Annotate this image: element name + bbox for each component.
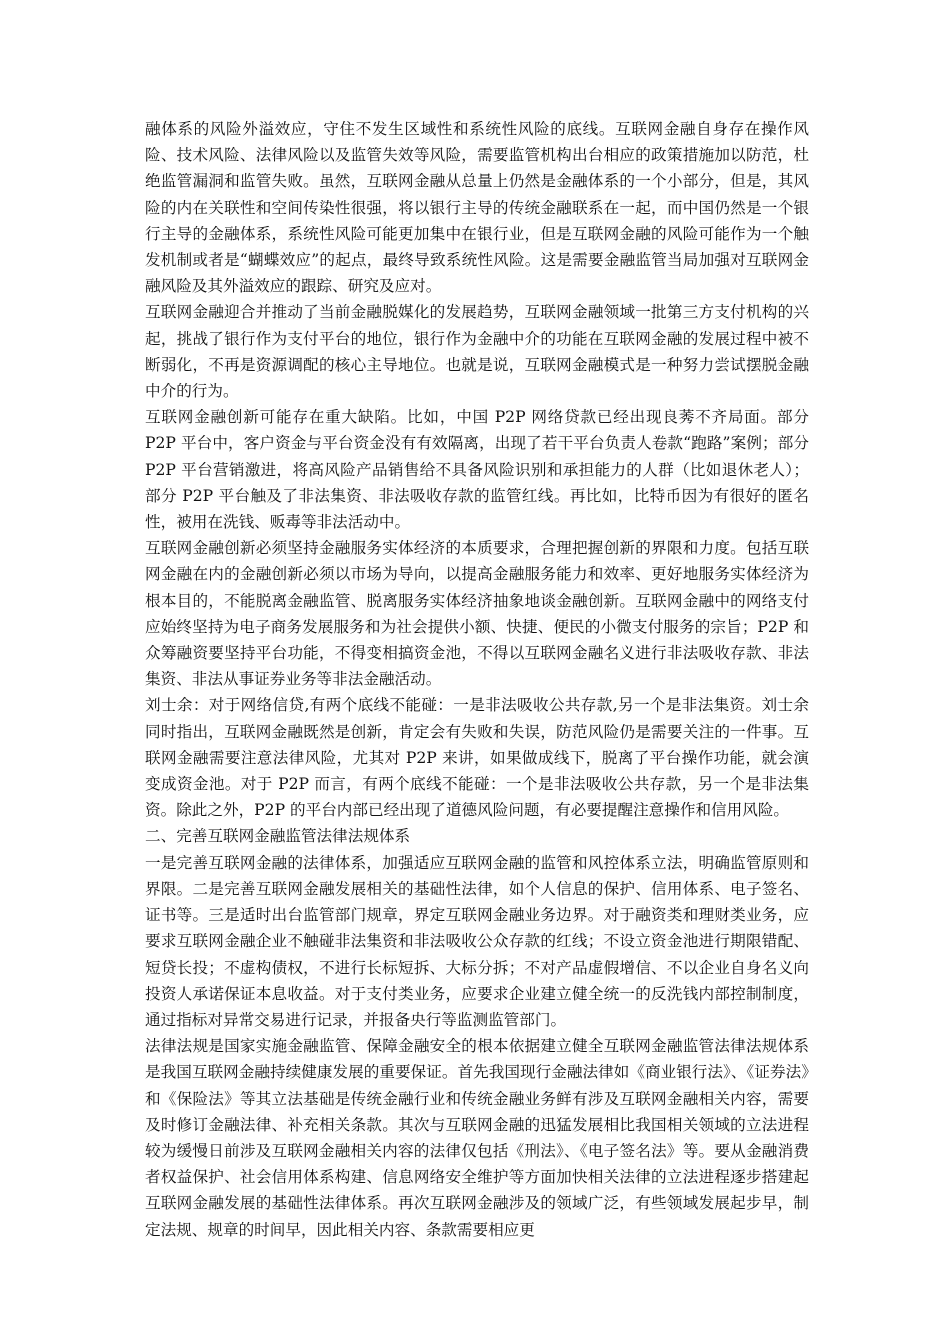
body-paragraph: 融体系的风险外溢效应，守住不发生区域性和系统性风险的底线。互联网金融自身存在操作风险、技术风险、法律风险以及监管失效等风险，需要监管机构出台相应的政策措施加以防范，杜绝监管漏洞和监管失败。虽然，互联网金融从总量上仍然是金融体系的一个小部分，但是，其风险的内在关联性和空间传染性很强，将以银行主导的传统金融联系在一起，而中国仍然是一个银行主导的金融体系，系统性风险可能更加集中在银行业，但是互联网金融的风险可能作为一个触发机制或者是“蝴蝶效应”的起点，最终导致系统性风险。这是需要金融监管当局加强对互联网金融风险及其外溢效应的跟踪、研究及应对。 — [145, 120, 809, 296]
body-paragraph: 互联网金融创新可能存在重大缺陷。比如，中国 P2P 网络贷款已经出现良莠不齐局面。部分 P2P 平台中，客户资金与平台资金没有有效隔离，出现了若干平台负责人卷款“跑路”案例；部分 P2P 平台营销激进，将高风险产品销售给不具备风险识别和承担能力的人群（比如退休老人）；部分 P2P 平台触及了非法集资、非法吸收存款的监管红线。再比如，比特币因为有很好的匿名性，被用在洗钱、贩毒等非法活动中。 — [145, 408, 809, 532]
body-paragraph: 互联网金融创新必须坚持金融服务实体经济的本质要求，合理把握创新的界限和力度。包括互联网金融在内的金融创新必须以市场为导向，以提高金融服务能力和效率、更好地服务实体经济为根本目的，不能脱离金融监管、脱离服务实体经济抽象地谈金融创新。互联网金融中的网络支付应始终坚持为电子商务发展服务和为社会提供小额、快捷、便民的小微支付服务的宗旨；P2P 和众筹融资要坚持平台功能，不得变相搞资金池，不得以互联网金融名义进行非法吸收存款、非法集资、非法从事证券业务等非法金融活动。 — [145, 539, 809, 689]
document-page — [145, 116, 809, 1243]
body-paragraph: 法律法规是国家实施金融监管、保障金融安全的根本依据建立健全互联网金融监管法律法规体系是我国互联网金融持续健康发展的重要保证。首先我国现行金融法律如《商业银行法》、《证券法》和《保险法》等其立法基础是传统金融行业和传统金融业务鲜有涉及互联网金融相关内容，需要及时修订金融法律、补充相关条款。其次与互联网金融的迅猛发展相比我国相关领域的立法进程较为缓慢日前涉及互联网金融相关内容的法律仅包括《刑法》、《电子签名法》等。要从金融消费者权益保护、社会信用体系构建、信息网络安全维护等方面加快相关法律的立法进程逐步搭建起互联网金融发展的基础性法律体系。再次互联网金融涉及的领域广泛，有些领域发展起步早，制定法规、规章的时间早，因此相关内容、条款需要相应更 — [145, 1037, 809, 1239]
body-paragraph: 一是完善互联网金融的法律体系，加强适应互联网金融的监管和风控体系立法，明确监管原则和界限。二是完善互联网金融发展相关的基础性法律，如个人信息的保护、信用体系、电子签名、证书等。三是适时出台监管部门规章，界定互联网金融业务边界。对于融资类和理财类业务，应要求互联网金融企业不触碰非法集资和非法吸收公众存款的红线；不设立资金池进行期限错配、短贷长投；不虚构债权，不进行长标短拆、大标分拆；不对产品虚假增信、不以企业自身名义向投资人承诺保证本息收益。对于支付类业务，应要求企业建立健全统一的反洗钱内部控制制度，通过指标对异常交易进行记录，并报备央行等监测监管部门。 — [145, 853, 809, 1029]
body-paragraph: 刘士余：对于网络信贷,有两个底线不能碰：一是非法吸收公共存款,另一个是非法集资。刘士余同时指出，互联网金融既然是创新，肯定会有失败和失误，防范风险仍是需要关注的一件事。互联网金融需要注意法律风险，尤其对 P2P 来讲，如果做成线下，脱离了平台操作功能，就会演变成资金池。对于 P2P 而言，有两个底线不能碰：一个是非法吸收公共存款，另一个是非法集资。除此之外，P2P 的平台内部已经出现了道德风险问题，有必要提醒注意操作和信用风险。 — [145, 696, 809, 820]
section-heading: 二、完善互联网金融监管法律法规体系 — [145, 827, 411, 846]
body-paragraph: 互联网金融迎合并推动了当前金融脱媒化的发展趋势，互联网金融领域一批第三方支付机构的兴起，挑战了银行作为支付平台的地位，银行作为金融中介的功能在互联网金融的发展过程中被不断弱化，不再是资源调配的核心主导地位。也就是说，互联网金融模式是一种努力尝试摆脱金融中介的行为。 — [145, 303, 809, 401]
